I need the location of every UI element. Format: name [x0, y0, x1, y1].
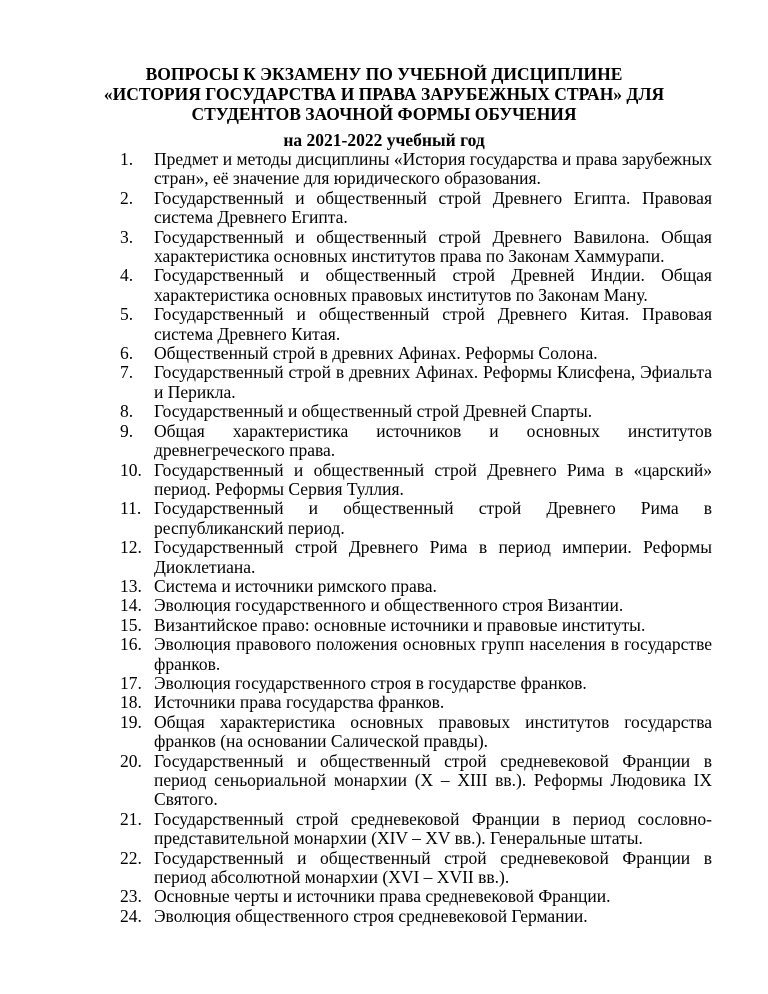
question-text: Основные черты и источники права средневековой Франции.	[154, 886, 611, 907]
question-item	[120, 189, 712, 228]
question-number: 20.	[120, 750, 142, 771]
question-number: 14.	[120, 595, 142, 616]
question-item	[120, 305, 712, 344]
question-text: Государственный и общественный строй Древнего Рима в республиканский период.	[154, 498, 712, 538]
question-item	[120, 538, 712, 577]
question-text: Источники права государства франков.	[154, 692, 445, 713]
question-item	[120, 693, 712, 712]
question-number: 15.	[120, 614, 142, 635]
question-number: 3.	[120, 226, 134, 247]
question-text: Государственный строй Древнего Рима в период империи. Реформы Диоклетиана.	[154, 537, 712, 577]
question-item	[120, 810, 712, 849]
question-item	[120, 266, 712, 305]
question-text: Государственный и общественный строй Древнего Китая. Правовая система Древнего Китая.	[154, 304, 712, 344]
question-item	[120, 674, 712, 693]
question-item	[120, 713, 712, 752]
question-number: 1.	[120, 149, 134, 169]
question-text: Система и источники римского права.	[154, 575, 437, 596]
question-number: 8.	[120, 401, 134, 422]
question-number: 23.	[120, 886, 142, 907]
question-item	[120, 228, 712, 267]
question-number: 4.	[120, 265, 134, 286]
question-text: Общая характеристика источников и основных институтов древнегреческого права.	[154, 420, 712, 461]
question-number: 11.	[120, 498, 142, 519]
question-number: 18.	[120, 692, 142, 713]
question-number: 24.	[120, 905, 142, 926]
question-number: 9.	[120, 420, 134, 441]
question-item	[120, 363, 712, 402]
question-text: Государственный строй в древних Афинах. Реформы Клисфена, Эфиальта и Перикла.	[154, 362, 712, 402]
question-item	[120, 752, 712, 810]
question-item	[120, 577, 712, 596]
question-number: 7.	[120, 362, 134, 383]
question-item	[120, 499, 712, 538]
question-item	[120, 402, 712, 421]
question-text: Государственный и общественный строй Древнего Вавилона. Общая характеристика основных институтов права по Законам Хаммурапи.	[154, 226, 712, 267]
questions-list	[120, 150, 712, 926]
question-number: 2.	[120, 187, 134, 208]
question-text: Эволюция государственного и общественного строя Византии.	[154, 595, 624, 616]
question-text: Государственный строй средневековой Франции в период сословно-представительной монархии (XIV – XV вв.). Генеральные штаты.	[154, 808, 712, 849]
question-text: Государственный и общественный строй Древней Индии. Общая характеристика основных правовых институтов по Законам Ману.	[154, 265, 712, 305]
question-number: 17.	[120, 672, 142, 693]
question-number: 6.	[120, 343, 134, 364]
question-item	[120, 596, 712, 615]
question-text: Государственный и общественный строй Древнего Египта. Правовая система Древнего Египта.	[154, 187, 712, 228]
question-text: Византийское право: основные источники и правовые институты.	[154, 614, 646, 635]
question-text: Государственный и общественный строй Древнего Рима в «царский» период. Реформы Сервия Туллия.	[154, 459, 712, 499]
question-number: 21.	[120, 808, 142, 829]
question-item	[120, 907, 712, 926]
question-number: 13.	[120, 575, 142, 596]
question-text: Эволюция правового положения основных групп населения в государстве франков.	[154, 634, 712, 674]
question-text: Государственный и общественный строй средневековой Франции в период абсолютной монархии (XVI – XVII вв.).	[154, 847, 712, 888]
question-item	[120, 635, 712, 674]
question-number: 5.	[120, 304, 134, 325]
question-text: Государственный и общественный строй Древней Спарты.	[154, 401, 593, 422]
question-text: Общественный строй в древних Афинах. Реформы Солона.	[154, 343, 598, 364]
question-text: Общая характеристика основных правовых институтов государства франков (на основании Салической правды).	[154, 711, 712, 752]
question-item	[120, 849, 712, 888]
question-number: 22.	[120, 847, 142, 868]
question-item	[120, 616, 712, 635]
question-number: 12.	[120, 537, 142, 558]
question-item	[120, 344, 712, 363]
question-text: Эволюция государственного строя в государстве франков.	[154, 672, 587, 693]
question-item	[120, 150, 712, 189]
question-number: 10.	[120, 459, 142, 480]
question-number: 16.	[120, 634, 142, 655]
question-text: Предмет и методы дисциплины «История государства и права зарубежных стран», её значение для юридического образования.	[154, 149, 712, 189]
question-item	[120, 422, 712, 461]
question-text: Государственный и общественный строй средневековой Франции в период сеньориальной монархии (X – XIII вв.). Реформы Людовика IX Святого.	[154, 750, 712, 810]
question-number: 19.	[120, 711, 142, 732]
question-item	[120, 887, 712, 906]
question-text: Эволюция общественного строя средневековой Германии.	[154, 905, 588, 926]
document-subtitle: на 2021-2022 учебный год	[283, 130, 485, 150]
question-item	[120, 461, 712, 500]
document-title: ВОПРОСЫ К ЭКЗАМЕНУ ПО УЧЕБНОЙ ДИСЦИПЛИНЕ «ИСТОРИЯ ГОСУДАРСТВА И ПРАВА ЗАРУБЕЖНЫХ СТРАН» ДЛЯ СТУДЕНТОВ ЗАОЧНОЙ ФОРМЫ ОБУЧЕНИЯ	[103, 64, 665, 124]
